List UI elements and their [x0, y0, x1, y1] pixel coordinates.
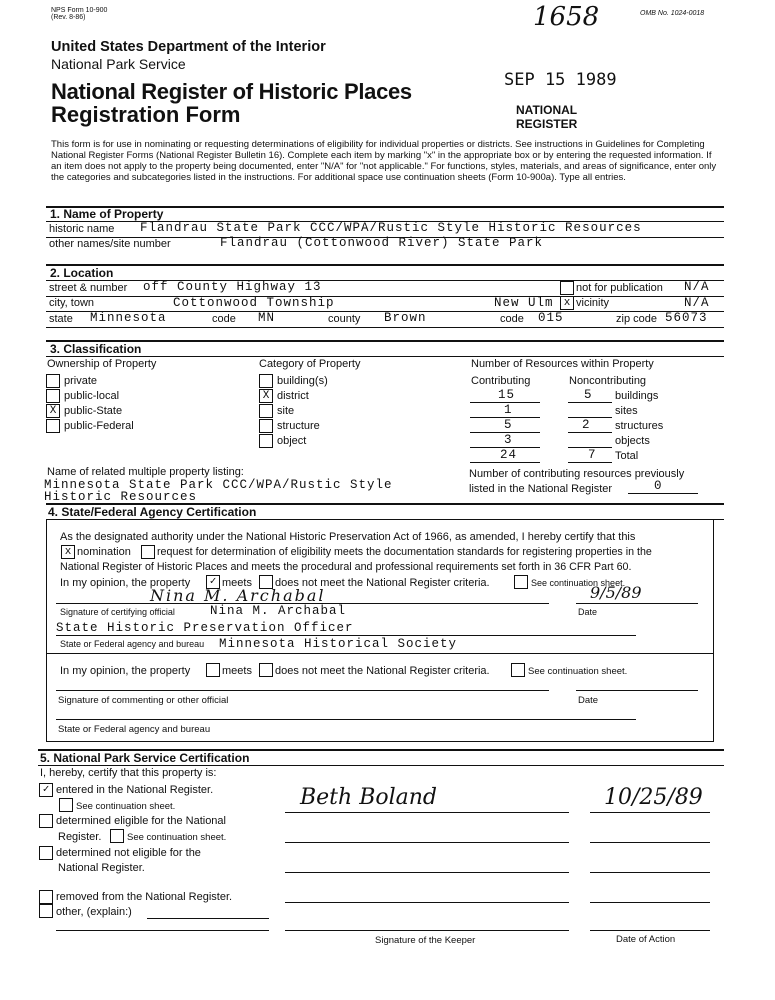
divider	[46, 519, 47, 741]
vicinity-checkbox[interactable]: x	[560, 296, 574, 310]
not-for-publication-label: not for publication	[576, 282, 663, 294]
meets2-checkbox[interactable]	[206, 663, 220, 677]
ownership-private-label: private	[64, 375, 98, 387]
underline	[568, 402, 612, 403]
signature-line	[285, 842, 569, 843]
opinion2-label: In my opinion, the property	[60, 665, 191, 677]
date2-label: Date	[578, 695, 599, 706]
entered-checkbox[interactable]: ✓	[39, 783, 53, 797]
keeper-label: Signature of the Keeper	[375, 935, 476, 946]
previously-listed-label-2: listed in the National Register	[469, 483, 613, 495]
signature-line	[285, 902, 569, 903]
street-label: street & number	[49, 282, 128, 294]
determined-not-eligible-label-2: National Register.	[58, 862, 145, 874]
other-names-label: other names/site number	[49, 238, 171, 250]
other-line	[147, 918, 269, 919]
historic-name-label: historic name	[49, 223, 115, 235]
county-code-label: code	[500, 313, 524, 325]
determined-eligible-checkbox[interactable]	[39, 814, 53, 828]
signature-line	[285, 812, 569, 813]
state-label: state	[49, 313, 73, 325]
multiple-property-value-2[interactable]: Historic Resources	[44, 490, 198, 504]
removed-label: removed from the National Register.	[56, 891, 233, 903]
category-site-checkbox[interactable]	[259, 404, 273, 418]
resource-label-sites: sites	[615, 405, 638, 417]
date-label: Date	[578, 607, 598, 617]
nps-certify-label: I, hereby, certify that this property is:	[40, 767, 217, 779]
does-not-meet2-label: does not meet the National Register criteria.	[275, 665, 490, 677]
category-object-checkbox[interactable]	[259, 434, 273, 448]
noncontributing-structures[interactable]: 2	[582, 418, 591, 432]
other-checkbox[interactable]	[39, 904, 53, 918]
ownership-public-federal-label: public-Federal	[64, 420, 134, 432]
resource-label-structures: structures	[615, 420, 664, 432]
noncontributing-total[interactable]: 7	[588, 448, 597, 462]
omb-number: OMB No. 1024-0018	[640, 10, 705, 17]
section-5-title: 5. National Park Service Certification	[40, 751, 250, 765]
form-number: NPS Form 10-900	[51, 7, 108, 14]
nomination-checkbox[interactable]: x	[61, 545, 75, 559]
agency-line	[56, 635, 636, 636]
city-value[interactable]: Cottonwood Township	[173, 296, 335, 310]
city-label: city, town	[49, 297, 95, 309]
zip-label: zip code	[616, 313, 657, 325]
entered-label: entered in the National Register.	[56, 784, 214, 796]
stamp-national: NATIONAL	[516, 103, 578, 117]
previously-listed-label-1: Number of contributing resources previously	[469, 468, 685, 480]
ownership-public-state-checkbox[interactable]: X	[46, 404, 60, 418]
agency2-label: State or Federal agency and bureau	[58, 724, 211, 735]
category-building-label: building(s)	[277, 375, 328, 387]
department: United States Department of the Interior	[51, 39, 326, 55]
commenting-official-label: Signature of commenting or other official	[58, 695, 229, 706]
contributing-buildings[interactable]: 15	[498, 388, 516, 402]
noncontributing-buildings[interactable]: 5	[584, 388, 593, 402]
underline	[568, 432, 612, 433]
determined-eligible-label-2: Register.	[58, 831, 102, 843]
date-line	[590, 902, 710, 903]
ownership-public-local-label: public-local	[64, 390, 120, 402]
eligible-continuation-label: See continuation sheet.	[127, 832, 227, 843]
intro-instructions: This form is for use in nominating or requesting determinations of eligibility for individual properties or districts. See instructions in Guidelines for Completing National Register Forms (National Register Bulletin 16). Complete each item by marking "x" in the appropriate box or by entering the requested information. If an item does not apply to the property being documented, enter "N/A" for "not applicable." For functions, styles, materials, and areas of significance, enter only the categories and subcategories listed in the instructions. For additional space use continuation sheets (Form 10-900a). Type all entries.	[51, 139, 717, 183]
state-value[interactable]: Minnesota	[90, 311, 167, 325]
date-line	[590, 842, 710, 843]
county-code-value[interactable]: 015	[538, 311, 564, 325]
form-title: National Register of Historic Places	[51, 79, 412, 104]
does-not-meet2-checkbox[interactable]	[259, 663, 273, 677]
continuation-checkbox[interactable]	[514, 575, 528, 589]
continuation2-label: See continuation sheet.	[528, 666, 628, 677]
divider	[46, 741, 714, 742]
stamp-register: REGISTER	[516, 117, 578, 131]
multiple-property-label: Name of related multiple property listing:	[47, 466, 244, 478]
agency-title[interactable]: State Historic Preservation Officer	[56, 621, 354, 635]
keeper-signature: Beth Boland	[300, 785, 438, 810]
noncontributing-label: Noncontributing	[569, 375, 647, 387]
signature-line	[285, 872, 569, 873]
previously-listed-value[interactable]: 0	[654, 479, 663, 493]
state-code-value[interactable]: MN	[258, 311, 276, 325]
county-value[interactable]: Brown	[384, 311, 427, 325]
ownership-label: Ownership of Property	[47, 358, 157, 370]
other-names-value[interactable]: Flandrau (Cottonwood River) State Park	[220, 236, 544, 250]
does-not-meet-label: does not meet the National Register criteria.	[275, 577, 490, 589]
certification-line-3: National Register of Historic Places and meets the procedural and professional requirements set forth in 36 CFR Part 60.	[60, 561, 632, 573]
form-subtitle: Registration Form	[51, 102, 241, 127]
entered-continuation-checkbox[interactable]	[59, 798, 73, 812]
category-district-label: district	[277, 390, 309, 402]
date-line	[576, 690, 698, 691]
category-object-label: object	[277, 435, 307, 447]
historic-name-value[interactable]: Flandrau State Park CCC/WPA/Rustic Style Historic Resources	[140, 221, 642, 235]
underline	[470, 462, 540, 463]
section-2-title: 2. Location	[50, 266, 114, 280]
certifying-official-name[interactable]: Nina M. Archabal	[210, 604, 347, 618]
vicinity-label: vicinity	[576, 297, 610, 309]
divider	[46, 653, 714, 654]
action-date-handwritten: 10/25/89	[604, 785, 703, 810]
multiple-property-value-1[interactable]: Minnesota State Park CCC/WPA/Rustic Style	[44, 478, 393, 492]
form-revision: (Rev. 8-86)	[51, 14, 86, 21]
underline	[628, 493, 698, 494]
street-value[interactable]: off County Highway 13	[143, 280, 322, 294]
date-line	[590, 812, 710, 813]
opinion-label: In my opinion, the property	[60, 577, 191, 589]
continuation-label: See continuation sheet.	[531, 578, 626, 588]
section-3-title: 3. Classification	[50, 342, 142, 356]
city-extra: New Ulm	[494, 296, 554, 310]
category-district-checkbox[interactable]: X	[259, 389, 273, 403]
agency-name[interactable]: Minnesota Historical Society	[219, 637, 458, 651]
request-label: request for determination of eligibility meets the documentation standards for registering properties in the	[157, 546, 652, 558]
continuation2-checkbox[interactable]	[511, 663, 525, 677]
agency-label: State or Federal agency and bureau	[60, 639, 205, 649]
divider	[46, 340, 724, 342]
determined-not-eligible-label: determined not eligible for the	[56, 847, 201, 859]
ownership-public-local-checkbox[interactable]	[46, 389, 60, 403]
divider	[46, 264, 724, 266]
section-4-title: 4. State/Federal Agency Certification	[48, 505, 257, 519]
divider	[46, 296, 724, 297]
removed-checkbox[interactable]	[39, 890, 53, 904]
meets2-label: meets	[222, 665, 252, 677]
certifying-date-handwritten: 9/5/89	[590, 583, 642, 602]
resources-label: Number of Resources within Property	[471, 358, 654, 370]
resource-label-objects: objects	[615, 435, 650, 447]
nomination-label: nomination	[77, 546, 131, 558]
contributing-structures[interactable]: 5	[504, 418, 513, 432]
category-structure-label: structure	[277, 420, 320, 432]
signature-line	[56, 690, 549, 691]
category-structure-checkbox[interactable]	[259, 419, 273, 433]
county-label: county	[328, 313, 361, 325]
determined-eligible-label: determined eligible for the National	[56, 815, 226, 827]
category-site-label: site	[277, 405, 295, 417]
divider	[713, 519, 714, 741]
meets-checkbox[interactable]: ✓	[206, 575, 220, 589]
certifying-official-label: Signature of certifying official	[60, 607, 175, 617]
divider	[46, 356, 724, 357]
contributing-label: Contributing	[471, 375, 531, 387]
contributing-total[interactable]: 24	[500, 448, 518, 462]
ownership-public-state-label: public-State	[64, 405, 123, 417]
received-stamp: SEP 15 1989	[504, 70, 617, 90]
section-1-title: 1. Name of Property	[50, 207, 164, 221]
date-line	[590, 872, 710, 873]
divider	[46, 519, 724, 520]
eligible-continuation-checkbox[interactable]	[110, 829, 124, 843]
handwritten-number: 1658	[533, 2, 600, 32]
certification-line-1: As the designated authority under the National Historic Preservation Act of 1966, as amended, I hereby certify that this	[60, 531, 636, 543]
date-line	[590, 930, 710, 931]
underline	[568, 462, 612, 463]
signature-line	[285, 930, 569, 931]
resource-label-total: Total	[615, 450, 639, 462]
service: National Park Service	[51, 56, 186, 72]
ownership-public-federal-checkbox[interactable]	[46, 419, 60, 433]
meets-label: meets	[222, 577, 252, 589]
divider	[38, 765, 724, 766]
agency2-line	[56, 719, 636, 720]
date-line	[576, 603, 698, 604]
category-building-checkbox[interactable]	[259, 374, 273, 388]
contributing-sites[interactable]: 1	[504, 403, 513, 417]
category-label: Category of Property	[259, 358, 361, 370]
other-label: other, (explain:)	[56, 906, 132, 918]
contributing-objects[interactable]: 3	[504, 433, 513, 447]
other-line	[56, 930, 269, 931]
state-code-label: code	[212, 313, 236, 325]
determined-not-eligible-checkbox[interactable]	[39, 846, 53, 860]
ownership-private-checkbox[interactable]	[46, 374, 60, 388]
resource-label-buildings: buildings	[615, 390, 659, 402]
request-checkbox[interactable]	[141, 545, 155, 559]
zip-value[interactable]: 56073	[665, 311, 708, 325]
not-for-publication-value[interactable]: N/A	[684, 280, 710, 294]
vicinity-value[interactable]: N/A	[684, 296, 710, 310]
not-for-publication-checkbox[interactable]	[560, 281, 574, 295]
action-date-label: Date of Action	[616, 934, 676, 945]
certifying-signature: Nina M. Archabal	[150, 586, 326, 605]
divider	[46, 327, 724, 328]
entered-continuation-label: See continuation sheet.	[76, 801, 176, 812]
